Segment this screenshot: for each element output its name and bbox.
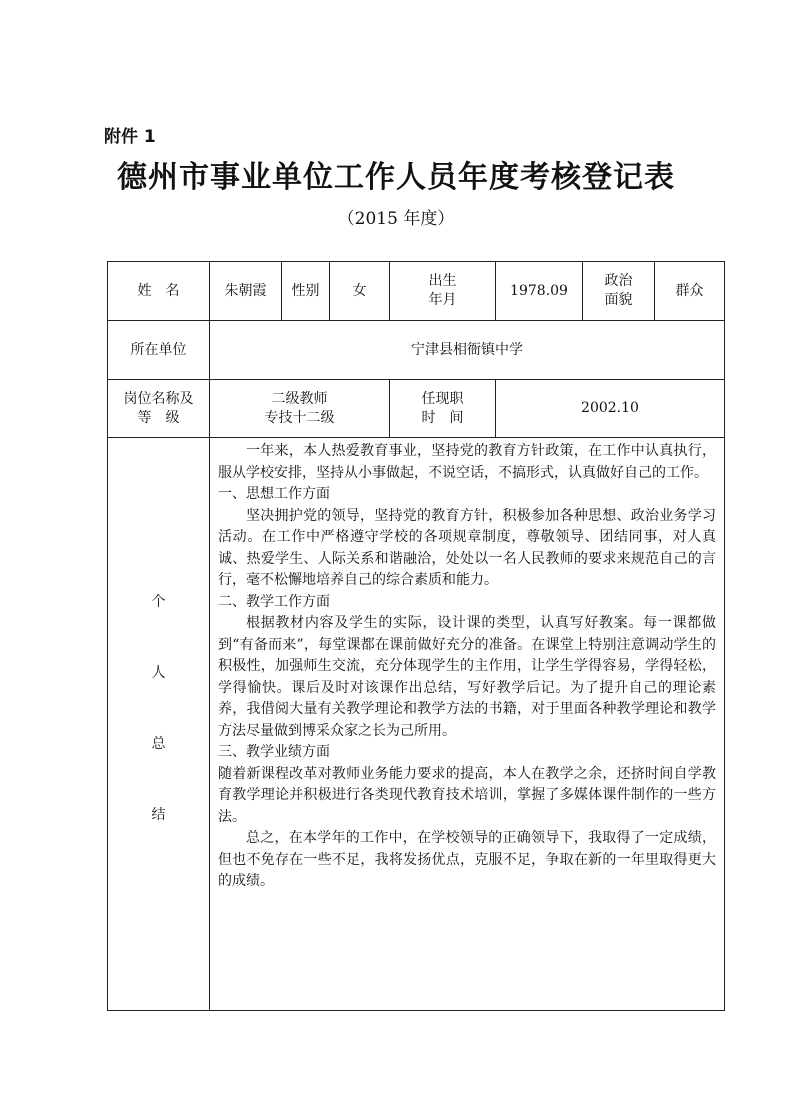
summary-label-char-1: 个: [151, 594, 166, 610]
summary-conclusion: 总之，在本学年的工作中，在学校领导的正确领导下，我取得了一定成绩，但也不免存在一些不足，我将发扬优点，克服不足，争取在新的一年里取得更大的成绩。: [218, 830, 716, 889]
summary-label: [107, 437, 210, 1011]
political-label-line2: 面貌: [604, 292, 633, 308]
summary-para-teaching: 根据教材内容及学生的实际，设计课的类型，认真写好教案。每一课都做到“有备而来”，每堂课都在课前做好充分的准备。在课堂上特别注意调动学生的积极性，加强师生交流，充分体现学生的主作用，让学生学得容易，学得轻松，学得愉快。课后及时对该课作出总结，写好教学后记。为了提升自己的理论素养，我借阅大量有关教学理论和教学方法的书籍，对于里面各种教学理论和教学方法尽量做到博采众家之长为己所用。: [218, 615, 716, 739]
birth-label-line2: 年月: [428, 292, 457, 308]
birth-label-line1: 出生: [428, 273, 457, 289]
position-value-line2: 专技十二级: [264, 409, 335, 426]
name-value[interactable]: 朱朝霞: [209, 261, 282, 321]
unit-label: 所在单位: [107, 320, 210, 380]
summary-text-area[interactable]: [209, 437, 725, 1011]
position-value-line1: 二级教师: [271, 390, 328, 407]
page-title: 德州市事业单位工作人员年度考核登记表: [117, 160, 675, 195]
summary-para-ideology: 坚决拥护党的领导，坚持党的教育方针，积极参加各种思想、政治业务学习活动。在工作中严格遵守学校的各项规章制度，尊敬领导、团结同事，对人真诚、热爱学生、人际关系和谐融洽，处处以一名人民教师的要求来规范自己的言行，毫不松懈地培养自己的综合素质和能力。: [218, 507, 716, 588]
summary-intro: 一年来，本人热爱教育事业，坚持党的教育方针政策，在工作中认真执行，服从学校安排，坚持从小事做起，不说空话，不搞形式，认真做好自己的工作。: [218, 443, 716, 481]
position-value[interactable]: [209, 379, 390, 438]
tenure-label-line2: 时 间: [421, 409, 464, 426]
political-value[interactable]: 群众: [654, 261, 725, 321]
gender-value[interactable]: 女: [329, 261, 390, 321]
summary-heading-ideology: 一、思想工作方面: [218, 486, 330, 502]
page-subtitle: （2015 年度）: [337, 209, 455, 229]
tenure-label-line1: 任现职: [421, 390, 464, 407]
annex-label: 附件 1: [104, 127, 156, 147]
summary-heading-teaching: 二、教学工作方面: [218, 593, 330, 610]
position-label-line1: 岗位名称及: [123, 390, 194, 407]
summary-label-char-3: 总: [151, 736, 166, 752]
summary-label-char-2: 人: [151, 665, 166, 681]
summary-heading-performance: 三、教学业绩方面: [218, 744, 330, 760]
political-label-line1: 政治: [604, 273, 633, 289]
unit-value[interactable]: 宁津县相衙镇中学: [209, 320, 725, 380]
birth-label: [389, 261, 496, 321]
political-label: [582, 261, 655, 321]
position-label: [107, 379, 210, 438]
tenure-label: [389, 379, 496, 438]
tenure-value[interactable]: 2002.10: [495, 379, 725, 438]
summary-label-char-4: 结: [151, 807, 166, 823]
summary-para-performance: 随着新课程改革对教师业务能力要求的提高，本人在教学之余，还挤时间自学教育教学理论并积极进行各类现代教育技术培训，掌握了多媒体课件制作的一些方法。: [218, 765, 716, 825]
gender-label: 性别: [281, 261, 330, 321]
birth-value[interactable]: 1978.09: [495, 261, 583, 321]
name-label: 姓 名: [107, 261, 210, 321]
assessment-table: [107, 261, 725, 1011]
position-label-line2: 等 级: [137, 409, 180, 426]
